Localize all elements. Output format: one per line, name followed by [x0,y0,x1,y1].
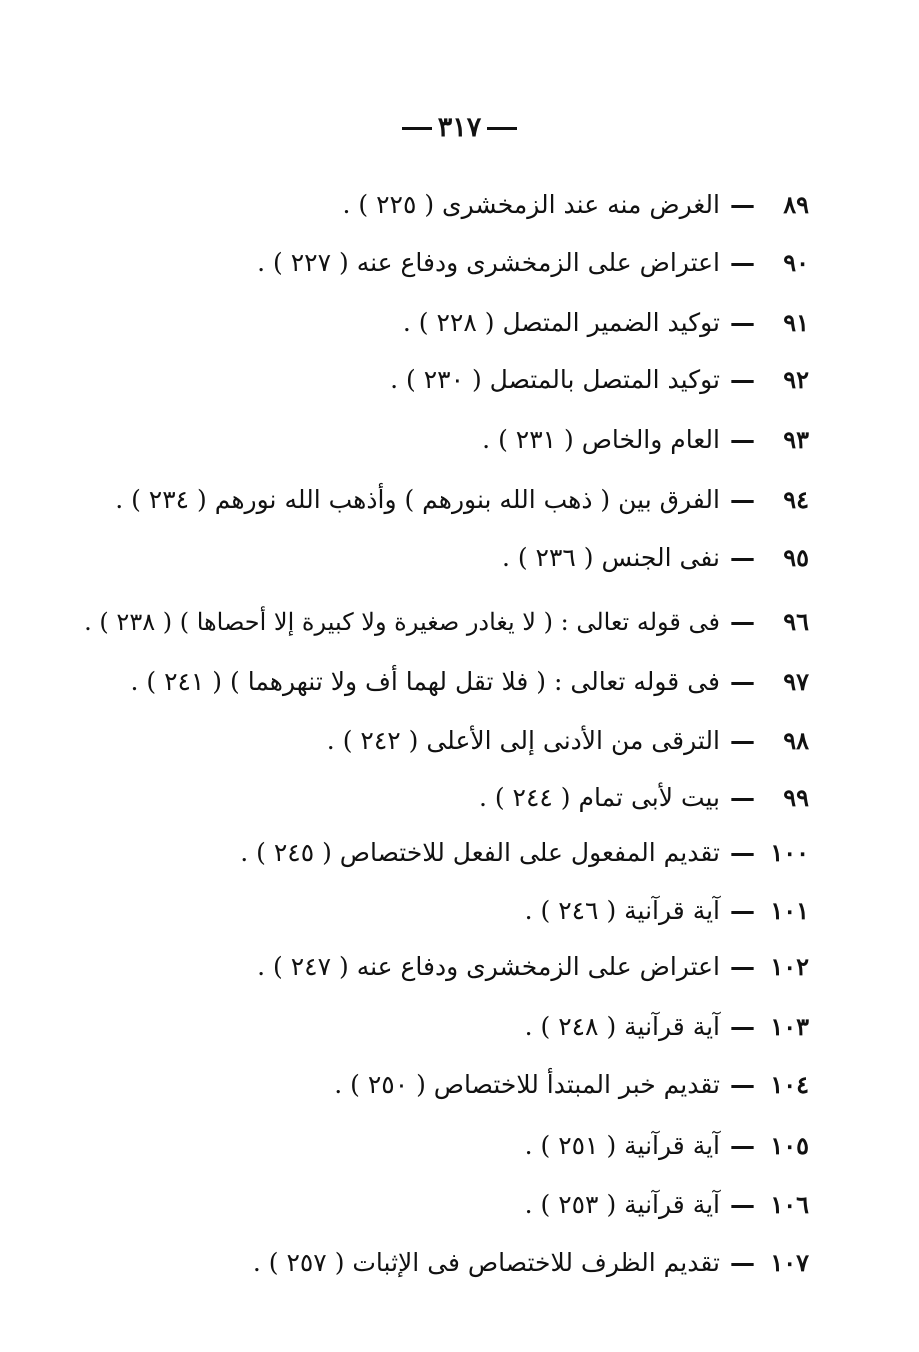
index-entry [253,1246,809,1280]
entry-dash: — [730,1131,755,1160]
entry-text: فى قوله تعالى : ( فلا تقل لهما أف ولا تنهرهما ) ( ٢٤١ ) . [130,667,720,696]
entry-text: توكيد المتصل بالمتصل ( ٢٣٠ ) . [390,365,720,394]
entry-dash: — [730,543,755,572]
entry-number: ٩٨ [783,726,809,755]
entry-number: ٩٠ [783,248,809,277]
entry-number: ١٠٢ [770,952,809,981]
entry-text: آية قرآنية ( ٢٥٣ ) . [524,1190,720,1219]
index-entry [525,1129,809,1163]
header-dash-right [487,127,517,130]
entry-dash: — [730,838,755,867]
entry-dash: — [730,425,755,454]
entry-number: ١٠٣ [770,1012,809,1041]
entry-dash: — [730,1190,755,1219]
entry-number: ٩٥ [783,543,809,572]
index-entry [390,363,809,397]
entry-text: توكيد الضمير المتصل ( ٢٢٨ ) . [402,308,720,337]
entry-text: الفرق بين ( ذهب الله بنورهم ) وأذهب الله نورهم ( ٢٣٤ ) . [115,485,720,514]
entry-text: بيت لأبى تمام ( ٢٤٤ ) . [478,783,720,812]
entry-dash: — [730,485,755,514]
entry-dash: — [730,896,755,925]
entry-text: تقديم المفعول على الفعل للاختصاص ( ٢٤٥ ) . [240,838,720,867]
entry-number: ٩٢ [783,365,809,394]
entry-number: ١٠٧ [770,1248,809,1277]
index-entry [334,1068,809,1102]
index-entry [115,483,809,517]
entry-number: ٩١ [783,308,809,337]
entry-number: ٩٣ [783,425,809,454]
index-entry [84,605,809,639]
entry-number: ٩٩ [783,783,809,812]
index-entry [343,188,810,222]
entry-text: آية قرآنية ( ٢٤٦ ) . [524,896,720,925]
entry-dash: — [730,607,755,636]
entry-dash: — [730,1070,755,1099]
page-number: ٣١٧ [437,112,482,143]
entry-text: العام والخاص ( ٢٣١ ) . [482,425,720,454]
entry-number: ١٠٥ [770,1131,809,1160]
index-entry [257,950,809,984]
index-entry [479,781,809,815]
index-entry [525,1188,809,1222]
index-entry [525,1010,809,1044]
entry-number: ٩٤ [783,485,809,514]
index-entry [240,836,809,870]
entry-dash: — [730,783,755,812]
entry-dash: — [730,1012,755,1041]
entry-dash: — [730,248,755,277]
index-entry [257,246,809,280]
entry-dash: — [730,1248,755,1277]
entry-text: آية قرآنية ( ٢٤٨ ) . [524,1012,720,1041]
index-entry [482,423,809,457]
entry-text: الغرض منه عند الزمخشرى ( ٢٢٥ ) . [342,190,720,219]
entry-text: اعتراض على الزمخشرى ودفاع عنه ( ٢٢٧ ) . [257,248,720,277]
entry-text: الترقى من الأدنى إلى الأعلى ( ٢٤٢ ) . [326,726,720,755]
index-entry [525,894,809,928]
entry-text: فى قوله تعالى : ( لا يغادر صغيرة ولا كبيرة إلا أحصاها ) ( ٢٣٨ ) . [84,608,720,636]
entry-dash: — [730,726,755,755]
entry-dash: — [730,667,755,696]
index-entry [130,665,809,699]
entry-dash: — [730,308,755,337]
entry-text: تقديم الظرف للاختصاص فى الإثبات ( ٢٥٧ ) . [252,1248,720,1277]
index-entry [327,724,809,758]
index-entry [403,306,809,340]
entry-dash: — [730,952,755,981]
entry-number: ٨٩ [783,190,809,219]
entry-dash: — [730,190,755,219]
entry-number: ٩٦ [783,607,809,636]
page-number-header [0,112,919,143]
entry-text: تقديم خبر المبتدأ للاختصاص ( ٢٥٠ ) . [334,1070,720,1099]
entry-number: ١٠٤ [770,1070,809,1099]
entry-number: ١٠٦ [770,1190,809,1219]
entry-number: ٩٧ [783,667,809,696]
entry-number: ١٠١ [770,896,809,925]
entry-dash: — [730,365,755,394]
entry-text: اعتراض على الزمخشرى ودفاع عنه ( ٢٤٧ ) . [257,952,720,981]
entry-text: آية قرآنية ( ٢٥١ ) . [524,1131,720,1160]
entry-text: نفى الجنس ( ٢٣٦ ) . [501,543,720,572]
index-entry [502,541,809,575]
header-dash-left [402,127,432,130]
entry-number: ١٠٠ [770,838,809,867]
